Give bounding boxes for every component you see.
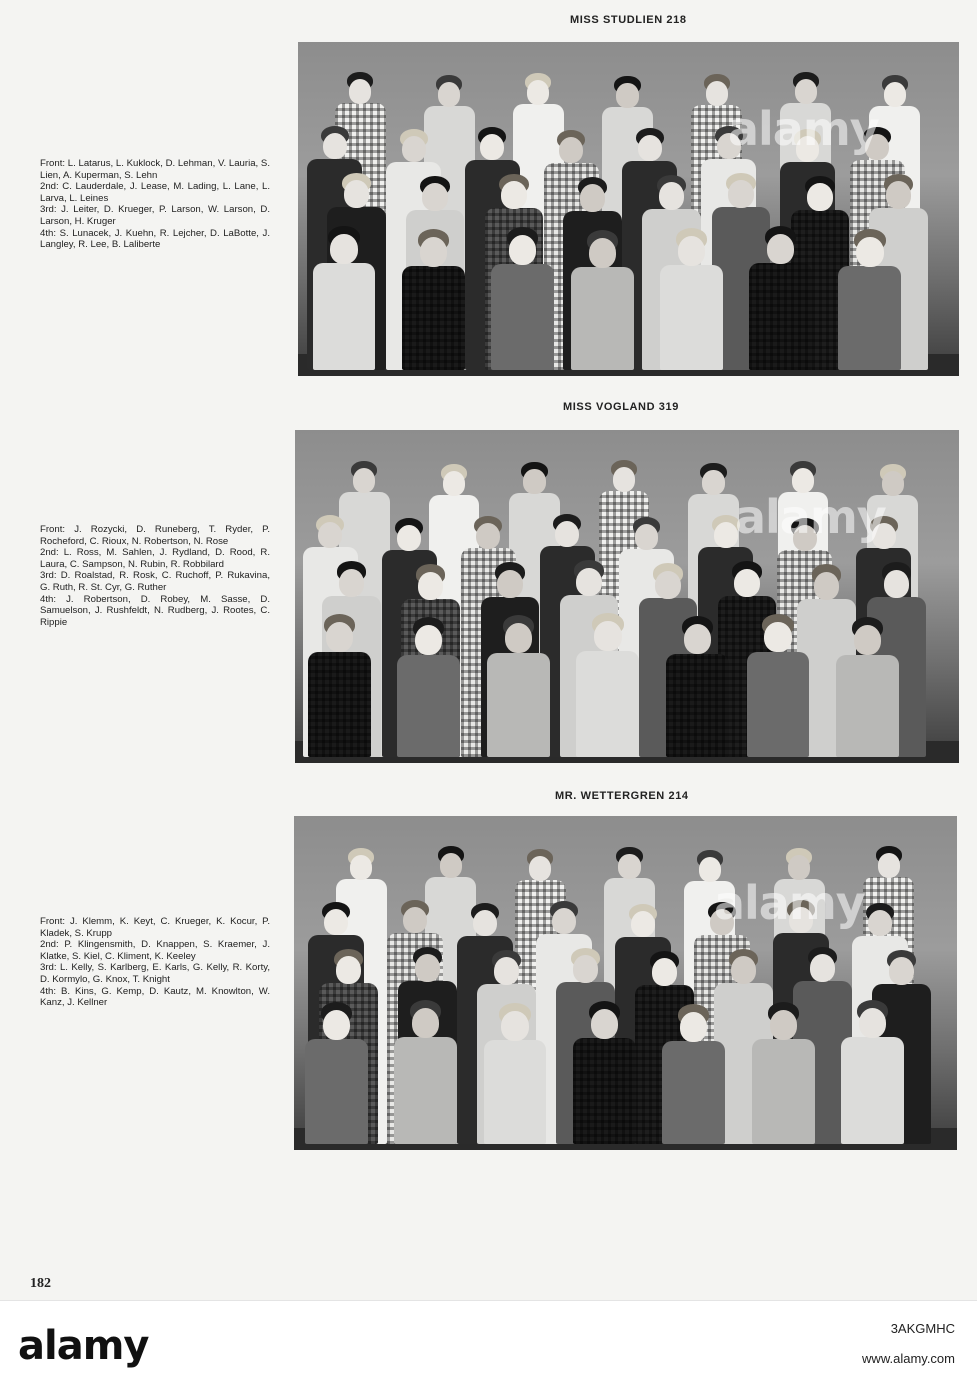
- stock-logo: alamy: [18, 1323, 149, 1369]
- student-face: [580, 184, 605, 212]
- section-caption: [40, 158, 270, 251]
- student-face: [501, 1011, 528, 1041]
- student-clothing: [397, 655, 460, 757]
- student-face: [505, 623, 532, 653]
- student-face: [792, 468, 814, 492]
- student-face: [523, 469, 545, 493]
- student-face: [324, 909, 348, 935]
- student-face: [631, 911, 655, 937]
- student-face: [678, 236, 705, 266]
- student-face: [497, 570, 522, 598]
- student-clothing: [573, 1038, 636, 1144]
- caption-row-2nd: 2nd: L. Ross, M. Sahlen, J. Rydland, D. Rood, R. Laura, C. Sampson, N. Rubin, R. Robbilard: [40, 547, 270, 570]
- student-clothing: [749, 263, 812, 370]
- student-face: [559, 137, 583, 163]
- student-face: [415, 954, 440, 982]
- student-face: [706, 81, 728, 105]
- student-face: [438, 82, 460, 106]
- student-face: [807, 183, 832, 211]
- student-face: [415, 625, 442, 655]
- student-clothing: [571, 267, 634, 370]
- caption-row-front: Front: J. Rozycki, D. Runeberg, T. Ryder, P. Rocheford, C. Rioux, N. Robertson, N. Rose: [40, 524, 270, 547]
- student-clothing: [484, 1040, 547, 1144]
- student-face: [397, 525, 421, 551]
- student-face: [344, 180, 369, 208]
- student-face: [412, 1008, 439, 1038]
- student-face: [349, 79, 371, 103]
- student-face: [552, 908, 576, 934]
- student-clothing: [747, 652, 810, 757]
- student-clothing: [313, 263, 376, 370]
- student-face: [339, 569, 364, 597]
- student-face: [872, 523, 896, 549]
- watermark: alamy: [735, 490, 886, 544]
- stock-footer: [0, 1300, 977, 1391]
- student-face: [555, 521, 579, 547]
- caption-row-3rd: 3rd: D. Roalstad, R. Rosk, C. Ruchoff, P. Rukavina, G. Ruth, R. St. Cyr, G. Ruther: [40, 570, 270, 593]
- student-clothing: [402, 266, 465, 370]
- student-face: [789, 907, 813, 933]
- student-face: [680, 1012, 707, 1042]
- student-face: [527, 80, 549, 104]
- student-face: [494, 957, 519, 985]
- student-face: [884, 570, 909, 598]
- caption-row-4th: 4th: J. Robertson, D. Robey, M. Sasse, D. Samuelson, J. Rushfeldt, N. Rudberg, J. Rootes, C. Rippie: [40, 593, 270, 628]
- student-clothing: [836, 655, 899, 757]
- student-face: [652, 958, 677, 986]
- student-clothing: [487, 653, 550, 757]
- caption-row-4th: 4th: S. Lunacek, J. Kuehn, R. Lejcher, D. LaBotte, J. Langley, R. Lee, B. Laliberte: [40, 227, 270, 251]
- student-face: [618, 854, 640, 878]
- student-face: [810, 954, 835, 982]
- image-id: 3AKGMHC: [890, 1321, 955, 1336]
- student-face: [767, 234, 794, 264]
- section-caption: [40, 524, 270, 628]
- student-face: [734, 569, 759, 597]
- student-face: [420, 237, 447, 267]
- student-face: [859, 1008, 886, 1038]
- student-face: [659, 182, 684, 210]
- watermark: alamy: [714, 876, 865, 930]
- caption-row-front: Front: J. Klemm, K. Keyt, C. Krueger, K. Kocur, P. Kladek, S. Krupp: [40, 916, 270, 939]
- student-face: [882, 471, 904, 495]
- student-clothing: [660, 265, 723, 370]
- student-face: [714, 522, 738, 548]
- student-face: [440, 853, 462, 877]
- class-photo: [298, 42, 959, 376]
- student-face: [889, 957, 914, 985]
- student-face: [865, 134, 889, 160]
- student-face: [591, 1009, 618, 1039]
- student-face: [731, 956, 756, 984]
- student-face: [764, 622, 791, 652]
- stock-url: www.alamy.com: [862, 1351, 955, 1366]
- student-face: [878, 853, 900, 877]
- student-clothing: [576, 651, 639, 757]
- student-face: [402, 136, 426, 162]
- student-face: [318, 522, 342, 548]
- student-face: [403, 907, 427, 933]
- student-face: [326, 622, 353, 652]
- student-face: [353, 468, 375, 492]
- section-heading: MR. WETTERGREN 214: [555, 790, 689, 802]
- student-face: [796, 136, 820, 162]
- student-face: [717, 133, 741, 159]
- student-face: [795, 79, 817, 103]
- student-face: [576, 568, 601, 596]
- student-face: [509, 235, 536, 265]
- student-face: [728, 180, 753, 208]
- caption-row-2nd: 2nd: C. Lauderdale, J. Lease, M. Lading, L. Lane, L. Larva, L. Leines: [40, 181, 270, 204]
- student-face: [638, 135, 662, 161]
- student-face: [635, 524, 659, 550]
- section-heading: MISS VOGLAND 319: [563, 401, 679, 413]
- student-face: [710, 909, 734, 935]
- student-face: [501, 181, 526, 209]
- student-clothing: [394, 1037, 457, 1144]
- watermark: alamy: [728, 102, 879, 156]
- student-face: [350, 855, 372, 879]
- class-photo: [295, 430, 959, 763]
- student-face: [868, 910, 892, 936]
- caption-row-3rd: 3rd: J. Leiter, D. Krueger, P. Larson, W. Larson, D. Larson, H. Kruger: [40, 204, 270, 227]
- student-clothing: [666, 654, 729, 757]
- student-face: [702, 470, 724, 494]
- caption-row-3rd: 3rd: L. Kelly, S. Karlberg, E. Karls, G. Kelly, R. Korty, D. Kormylo, G. Knox, T. Knight: [40, 962, 270, 985]
- student-face: [886, 181, 911, 209]
- student-face: [594, 621, 621, 651]
- caption-row-4th: 4th: B. Kins, G. Kemp, D. Kautz, M. Knowlton, W. Kanz, J. Kellner: [40, 985, 270, 1009]
- student-face: [814, 572, 839, 600]
- student-face: [323, 133, 347, 159]
- student-face: [613, 467, 635, 491]
- student-face: [589, 238, 616, 268]
- student-clothing: [662, 1041, 725, 1144]
- student-clothing: [841, 1037, 904, 1144]
- student-face: [330, 234, 357, 264]
- student-face: [336, 956, 361, 984]
- student-face: [422, 183, 447, 211]
- caption-row-front: Front: L. Latarus, L. Kuklock, D. Lehman, V. Lauria, S. Lien, A. Kuperman, S. Lehn: [40, 158, 270, 181]
- student-face: [856, 237, 883, 267]
- section-caption: [40, 916, 270, 1009]
- student-face: [684, 624, 711, 654]
- student-clothing: [491, 264, 554, 370]
- student-face: [473, 910, 497, 936]
- student-face: [793, 525, 817, 551]
- student-clothing: [305, 1039, 368, 1144]
- student-face: [418, 572, 443, 600]
- page-number: 182: [30, 1276, 51, 1291]
- student-face: [884, 82, 906, 106]
- student-face: [655, 571, 680, 599]
- student-clothing: [838, 266, 901, 370]
- student-face: [699, 857, 721, 881]
- caption-row-2nd: 2nd: P. Klingensmith, D. Knappen, S. Kraemer, J. Klatke, S. Kiel, C. Kliment, K. Keeley: [40, 939, 270, 962]
- student-face: [476, 523, 500, 549]
- student-face: [788, 855, 810, 879]
- student-face: [573, 955, 598, 983]
- student-face: [854, 625, 881, 655]
- student-face: [529, 856, 551, 880]
- student-face: [770, 1010, 797, 1040]
- student-face: [323, 1010, 350, 1040]
- section-heading: MISS STUDLIEN 218: [570, 14, 687, 26]
- student-clothing: [752, 1039, 815, 1144]
- class-photo: [294, 816, 957, 1150]
- student-face: [443, 471, 465, 495]
- student-face: [616, 83, 638, 107]
- student-face: [480, 134, 504, 160]
- student-clothing: [308, 652, 371, 757]
